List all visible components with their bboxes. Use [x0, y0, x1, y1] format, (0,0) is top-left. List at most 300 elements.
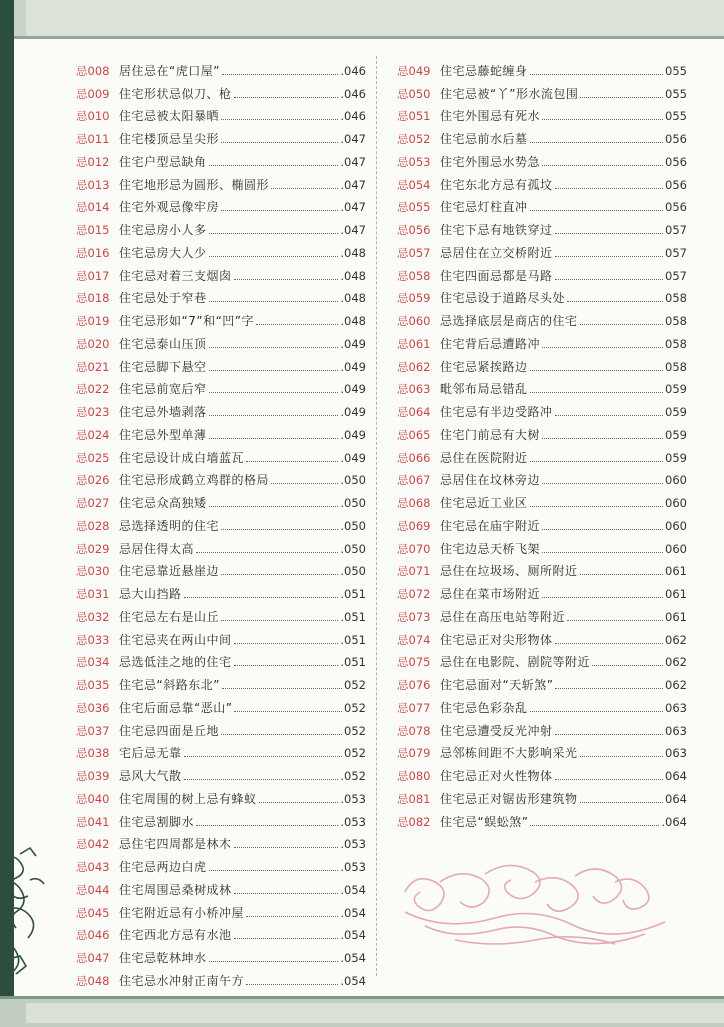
toc-entry[interactable]	[397, 261, 687, 284]
dot-leader	[234, 279, 339, 280]
dot-leader	[234, 938, 339, 939]
dot-leader	[555, 188, 664, 189]
entry-title: 住宅忌设于道路尽头处	[440, 291, 566, 306]
entry-code: 忌036	[76, 700, 110, 715]
entry-code: 忌047	[76, 951, 110, 965]
toc-entry[interactable]	[397, 602, 687, 625]
top-header-band	[0, 0, 724, 39]
toc-entry[interactable]	[76, 716, 366, 739]
toc-entry[interactable]	[76, 147, 366, 170]
dot-leader	[221, 620, 338, 621]
entry-code: 忌061	[397, 336, 431, 351]
entry-code: 忌046	[76, 928, 110, 943]
entry-page-number: .047	[340, 200, 366, 215]
entry-title: 忌住在高压电站等附近	[440, 609, 566, 624]
entry-title: 住宅忌对着三支烟囱	[119, 268, 232, 283]
dot-leader	[221, 574, 338, 575]
entry-page-number: .048	[340, 245, 366, 260]
dot-leader	[542, 347, 663, 348]
entry-page-number: 057	[665, 268, 687, 283]
dot-leader	[271, 188, 338, 189]
entry-code: 忌032	[76, 609, 110, 624]
toc-entry[interactable]	[397, 534, 687, 557]
entry-title: 忌居住得太高	[119, 541, 195, 556]
entry-title: 住宅忌色彩杂乱	[440, 700, 528, 715]
entry-title: 忌大山挡路	[119, 587, 182, 601]
entry-code: 忌077	[397, 700, 431, 715]
entry-title: 忌居住在立交桥附近	[440, 245, 553, 260]
entry-code: 忌056	[397, 223, 431, 237]
entry-code: 忌022	[76, 382, 110, 397]
entry-title: 住宅忌外型单薄	[119, 427, 207, 442]
toc-entry[interactable]	[397, 557, 687, 580]
toc-entry[interactable]	[76, 784, 366, 807]
entry-code: 忌064	[397, 405, 431, 419]
entry-code: 忌041	[76, 814, 110, 829]
entry-page-number: 052	[344, 678, 366, 692]
entry-code: 忌037	[76, 723, 110, 738]
toc-entry[interactable]	[76, 852, 366, 875]
toc-entry[interactable]	[76, 830, 366, 853]
entry-code: 忌028	[76, 518, 110, 533]
toc-entry[interactable]	[76, 693, 366, 716]
entry-code: 忌048	[76, 973, 110, 988]
entry-title: 住宅忌前水后墓	[440, 132, 528, 146]
toc-entry[interactable]	[397, 761, 687, 784]
entry-page-number: 058	[665, 336, 687, 351]
toc-entry[interactable]	[397, 466, 687, 489]
entry-title: 住宅忌靠近悬崖边	[119, 564, 220, 579]
entry-page-number: .052	[340, 769, 366, 783]
entry-code: 忌071	[397, 564, 431, 579]
bottom-footer-band	[0, 996, 724, 1027]
entry-page-number: .053	[340, 837, 366, 852]
entry-code: 忌021	[76, 359, 110, 374]
toc-entry[interactable]	[397, 488, 687, 511]
toc-entry[interactable]	[76, 466, 366, 489]
entry-page-number: 060	[665, 473, 687, 488]
toc-entry[interactable]	[397, 215, 687, 238]
toc-entry[interactable]	[397, 375, 687, 398]
entry-code: 忌060	[397, 314, 431, 328]
toc-entry[interactable]	[397, 784, 687, 807]
entry-code: 忌049	[397, 63, 431, 78]
entry-page-number: 055	[665, 109, 687, 124]
toc-entry[interactable]	[397, 147, 687, 170]
dot-leader	[555, 415, 664, 416]
toc-entry[interactable]	[397, 102, 687, 125]
dot-leader	[530, 370, 664, 371]
dot-leader	[234, 97, 339, 98]
dot-leader	[542, 529, 663, 530]
entry-page-number: .051	[340, 632, 366, 647]
entry-code: 忌078	[397, 723, 431, 738]
entry-page-number: .051	[340, 587, 366, 601]
entry-code: 忌043	[76, 860, 110, 874]
entry-page-number: .054	[340, 973, 366, 988]
dot-leader	[530, 825, 659, 826]
entry-title: 忌住在菜市场附近	[440, 587, 541, 601]
toc-left-column	[76, 56, 366, 989]
entry-title: 忌风大气散	[119, 769, 182, 783]
entry-title: 住宅忌紧挨路边	[440, 359, 528, 374]
toc-entry[interactable]	[76, 648, 366, 671]
entry-title: 忌选择底层是商店的住宅	[440, 314, 578, 328]
entry-title: 住宅忌正对锯齿形建筑物	[440, 791, 578, 806]
entry-code: 忌063	[397, 382, 431, 397]
dot-leader	[580, 97, 663, 98]
entry-page-number: 059	[665, 382, 687, 397]
dot-leader	[234, 893, 339, 894]
entry-code: 忌057	[397, 245, 431, 260]
entry-page-number: .053	[340, 791, 366, 806]
toc-entry[interactable]	[397, 79, 687, 102]
dot-leader	[555, 779, 664, 780]
toc-entry[interactable]	[397, 124, 687, 147]
entry-title: 住宅忌在庙宇附近	[440, 518, 541, 533]
entry-title: 住宅忌水冲射正南午方	[119, 973, 245, 988]
entry-page-number: 060	[665, 496, 687, 510]
entry-title: 住宅门前忌有大树	[440, 427, 541, 442]
entry-code: 忌058	[397, 268, 431, 283]
entry-code: 忌014	[76, 200, 110, 215]
entry-page-number: .047	[340, 223, 366, 237]
toc-entry[interactable]	[76, 397, 366, 420]
dot-leader	[246, 984, 338, 985]
dot-leader	[209, 256, 339, 257]
toc-entry[interactable]	[76, 375, 366, 398]
dot-leader	[542, 438, 663, 439]
dot-leader	[259, 802, 339, 803]
toc-entry[interactable]	[76, 921, 366, 944]
entry-code: 忌081	[397, 791, 431, 806]
dot-leader	[209, 438, 339, 439]
entry-code: 忌054	[397, 177, 431, 192]
entry-page-number: 055	[665, 86, 687, 101]
entry-page-number: 060	[665, 541, 687, 556]
toc-entry[interactable]	[76, 79, 366, 102]
entry-page-number: 057	[665, 223, 687, 237]
toc-entry[interactable]	[76, 625, 366, 648]
toc-entry[interactable]	[397, 443, 687, 466]
entry-code: 忌015	[76, 223, 110, 237]
entry-page-number: .054	[340, 928, 366, 943]
entry-page-number: .050	[340, 518, 366, 533]
dot-leader	[580, 802, 664, 803]
toc-entry[interactable]	[397, 579, 687, 602]
dot-leader	[555, 233, 664, 234]
entry-page-number: 052	[344, 746, 366, 761]
dot-leader	[234, 643, 339, 644]
entry-code: 忌019	[76, 314, 110, 328]
toc-entry[interactable]	[76, 534, 366, 557]
entry-code: 忌008	[76, 63, 110, 78]
toc-entry[interactable]	[76, 739, 366, 762]
dot-leader	[221, 119, 338, 120]
entry-title: 住宅忌左右是山丘	[119, 609, 220, 624]
entry-title: 住宅忌灯柱直冲	[440, 200, 528, 215]
entry-page-number: .049	[340, 405, 366, 419]
column-divider	[376, 56, 377, 976]
toc-entry[interactable]	[76, 943, 366, 966]
entry-code: 忌073	[397, 609, 431, 624]
entry-code: 忌050	[397, 86, 431, 101]
entry-title: 住宅户型忌缺角	[119, 154, 207, 169]
entry-title: 忌住在电影院、剧院等附近	[440, 655, 591, 670]
toc-entry[interactable]	[76, 193, 366, 216]
entry-code: 忌065	[397, 427, 431, 442]
entry-title: 居住忌在“虎口屋”	[119, 63, 220, 78]
entry-page-number: .049	[340, 336, 366, 351]
dot-leader	[184, 756, 343, 757]
entry-page-number: .047	[340, 154, 366, 169]
entry-page-number: .048	[340, 291, 366, 306]
toc-entry[interactable]	[76, 602, 366, 625]
toc-entry[interactable]	[76, 579, 366, 602]
toc-entry[interactable]	[76, 488, 366, 511]
dot-leader	[555, 643, 664, 644]
entry-page-number: 063	[665, 746, 687, 761]
dot-leader	[196, 825, 338, 826]
toc-entry[interactable]	[397, 625, 687, 648]
entry-title: 住宅忌房小人多	[119, 223, 207, 237]
entry-page-number: 063	[665, 700, 687, 715]
entry-code: 忌067	[397, 473, 431, 488]
toc-entry[interactable]	[397, 420, 687, 443]
dot-leader	[530, 506, 664, 507]
entry-code: 忌013	[76, 177, 110, 192]
dot-leader	[530, 392, 664, 393]
entry-code: 忌017	[76, 268, 110, 283]
entry-page-number: .053	[340, 860, 366, 874]
toc-entry[interactable]	[397, 648, 687, 671]
dot-leader	[222, 74, 338, 75]
dot-leader	[209, 233, 339, 234]
dot-leader	[209, 506, 339, 507]
entry-title: 忌选低洼之地的住宅	[119, 655, 232, 670]
entry-page-number: 064	[665, 791, 687, 806]
entry-title: 住宅忌泰山压顶	[119, 336, 207, 351]
toc-entry[interactable]	[397, 739, 687, 762]
entry-code: 忌012	[76, 154, 110, 169]
toc-entry[interactable]	[76, 352, 366, 375]
toc-entry[interactable]	[397, 170, 687, 193]
entry-code: 忌072	[397, 587, 431, 601]
entry-title: 住宅忌形成鹤立鸡群的格局	[119, 473, 270, 488]
toc-entry[interactable]	[76, 284, 366, 307]
entry-code: 忌024	[76, 427, 110, 442]
toc-entry[interactable]	[397, 511, 687, 534]
entry-title: 住宅忌藤蛇缠身	[440, 63, 528, 78]
entry-code: 忌070	[397, 541, 431, 556]
entry-code: 忌025	[76, 450, 110, 465]
entry-title: 忌选择透明的住宅	[119, 518, 220, 533]
entry-title: 住宅忌形如“7”和“凹”字	[119, 314, 255, 328]
dot-leader	[542, 119, 663, 120]
toc-entry[interactable]	[76, 807, 366, 830]
toc-entry[interactable]	[76, 420, 366, 443]
toc-entry[interactable]	[76, 102, 366, 125]
toc-entry[interactable]	[76, 443, 366, 466]
entry-title: 忌住在医院附近	[440, 450, 528, 465]
entry-code: 忌055	[397, 200, 431, 215]
dot-leader	[567, 301, 663, 302]
toc-entry[interactable]	[76, 238, 366, 261]
dot-leader	[221, 734, 342, 735]
entry-page-number: 059	[665, 405, 687, 419]
entry-code: 忌066	[397, 450, 431, 465]
dot-leader	[209, 415, 339, 416]
dot-leader	[580, 574, 664, 575]
toc-entry[interactable]	[397, 193, 687, 216]
entry-code: 忌080	[397, 769, 431, 783]
dot-leader	[555, 688, 663, 689]
entry-title: 忌邻栋间距不大影响采光	[440, 746, 578, 761]
toc-entry[interactable]	[397, 693, 687, 716]
entry-title: 住宅忌房大人少	[119, 245, 207, 260]
entry-page-number: 055	[665, 63, 687, 78]
entry-page-number: .046	[340, 63, 366, 78]
toc-entry[interactable]	[397, 56, 687, 79]
entry-title: 住宅楼顶忌呈尖形	[119, 132, 220, 146]
entry-page-number: .047	[340, 132, 366, 146]
entry-page-number: .054	[340, 905, 366, 920]
entry-code: 忌044	[76, 882, 110, 897]
entry-title: 住宅忌“斜路东北”	[119, 678, 220, 692]
toc-entry[interactable]	[397, 670, 687, 693]
toc-entry[interactable]	[76, 56, 366, 79]
dot-leader	[542, 165, 663, 166]
entry-code: 忌035	[76, 678, 110, 692]
entry-page-number: 062	[665, 678, 687, 692]
entry-code: 忌062	[397, 359, 431, 374]
dot-leader	[530, 461, 664, 462]
entry-title: 毗邻布局忌错乱	[440, 382, 528, 397]
entry-code: 忌023	[76, 405, 110, 419]
dot-leader	[555, 256, 664, 257]
toc-entry[interactable]	[76, 329, 366, 352]
toc-entry[interactable]	[76, 875, 366, 898]
entry-page-number: .046	[340, 109, 366, 124]
entry-title: 住宅附近忌有小桥冲屋	[119, 905, 245, 920]
dot-leader	[246, 916, 338, 917]
dot-leader	[567, 620, 663, 621]
dot-leader	[580, 756, 664, 757]
entry-title: 忌住在垃圾场、厕所附近	[440, 564, 578, 579]
entry-code: 忌010	[76, 109, 110, 124]
entry-code: 忌016	[76, 245, 110, 260]
entry-code: 忌059	[397, 291, 431, 306]
toc-entry[interactable]	[397, 284, 687, 307]
entry-title: 住宅西北方忌有水池	[119, 928, 232, 943]
dot-leader	[530, 210, 664, 211]
entry-page-number: 060	[665, 518, 687, 533]
entry-title: 住宅外围忌有死水	[440, 109, 541, 124]
entry-title: 住宅忌“蜈蚣煞”	[440, 814, 529, 829]
entry-title: 住宅外观忌像牢房	[119, 200, 220, 215]
entry-code: 忌026	[76, 473, 110, 488]
entry-title: 住宅忌前宽后窄	[119, 382, 207, 397]
toc-entry[interactable]	[397, 716, 687, 739]
dot-leader	[555, 279, 664, 280]
entry-title: 住宅忌有半边受路冲	[440, 405, 553, 419]
entry-title: 住宅忌处于窄巷	[119, 291, 207, 306]
entry-code: 忌069	[397, 518, 431, 533]
toc-entry[interactable]	[76, 306, 366, 329]
dot-leader	[209, 347, 339, 348]
toc-entry[interactable]	[76, 261, 366, 284]
dot-leader	[555, 734, 664, 735]
toc-entry[interactable]	[397, 807, 687, 830]
entry-code: 忌074	[397, 632, 431, 647]
toc-entry[interactable]	[397, 329, 687, 352]
dot-leader	[222, 688, 342, 689]
entry-code: 忌053	[397, 154, 431, 169]
toc-entry[interactable]	[397, 352, 687, 375]
toc-entry[interactable]	[76, 761, 366, 784]
entry-page-number: .054	[340, 882, 366, 897]
entry-code: 忌076	[397, 678, 431, 692]
dot-leader	[542, 597, 663, 598]
entry-code: 忌018	[76, 291, 110, 306]
toc-entry[interactable]	[76, 215, 366, 238]
toc-entry[interactable]	[397, 397, 687, 420]
entry-page-number: 058	[665, 314, 687, 328]
entry-page-number: 059	[665, 427, 687, 442]
toc-entry[interactable]	[76, 557, 366, 580]
entry-page-number: 056	[665, 132, 687, 146]
dot-leader	[184, 597, 339, 598]
entry-title: 住宅边忌天桥飞架	[440, 541, 541, 556]
entry-page-number: .050	[340, 564, 366, 579]
dot-leader	[592, 665, 663, 666]
toc-entry[interactable]	[76, 966, 366, 989]
toc-entry[interactable]	[397, 306, 687, 329]
entry-page-number: .047	[340, 177, 366, 192]
entry-page-number: .048	[340, 268, 366, 283]
toc-entry[interactable]	[76, 670, 366, 693]
dot-leader	[209, 961, 339, 962]
entry-title: 住宅忌被太阳暴晒	[119, 109, 220, 124]
entry-page-number: 062	[665, 632, 687, 647]
toc-entry[interactable]	[76, 124, 366, 147]
dot-leader	[209, 870, 339, 871]
entry-page-number: .050	[340, 473, 366, 488]
dot-leader	[542, 483, 663, 484]
entry-page-number: .049	[340, 450, 366, 465]
entry-title: 住宅忌被“丫”形水流包围	[440, 86, 579, 101]
toc-entry[interactable]	[397, 238, 687, 261]
dot-leader	[234, 847, 339, 848]
entry-title: 住宅忌乾林坤水	[119, 951, 207, 965]
entry-title: 宅后忌无靠	[119, 746, 182, 761]
dot-leader	[246, 461, 338, 462]
entry-title: 住宅周围忌桑树成林	[119, 882, 232, 897]
toc-entry[interactable]	[76, 898, 366, 921]
entry-title: 住宅忌正对火性物体	[440, 769, 553, 783]
entry-page-number: .053	[340, 814, 366, 829]
entry-title: 住宅地形忌为圆形、椭圆形	[119, 177, 270, 192]
entry-title: 住宅周围的树上忌有蜂蚁	[119, 791, 257, 806]
toc-entry[interactable]	[76, 170, 366, 193]
entry-page-number: 056	[665, 177, 687, 192]
toc-entry[interactable]	[76, 511, 366, 534]
dot-leader	[542, 552, 663, 553]
dot-leader	[530, 142, 664, 143]
dot-leader	[271, 483, 338, 484]
entry-code: 忌009	[76, 86, 110, 101]
dot-leader	[530, 711, 664, 712]
